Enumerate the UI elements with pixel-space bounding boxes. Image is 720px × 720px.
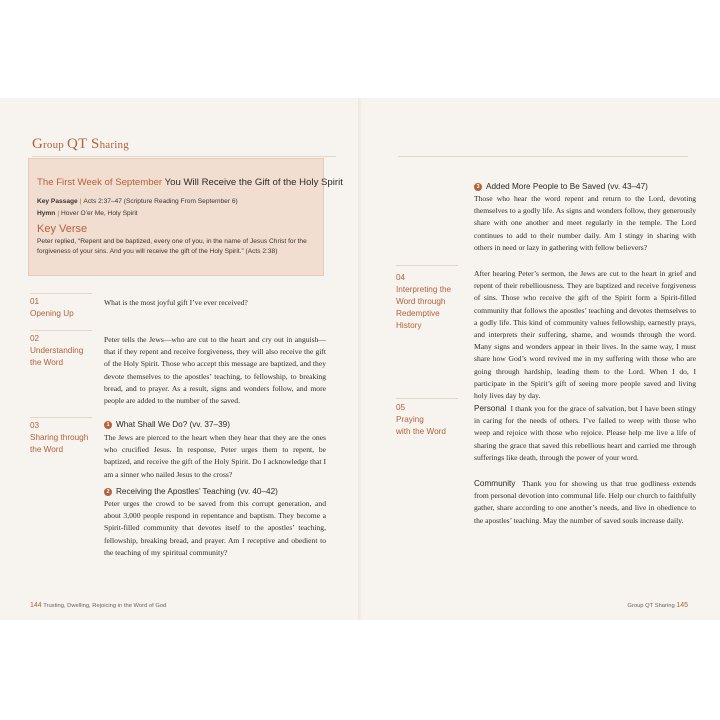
- brand-letters-qt: QT: [66, 136, 88, 152]
- header-rule-right: [398, 156, 688, 157]
- section-title-line: Understanding: [30, 346, 84, 355]
- week-label: The First Week of September: [37, 177, 163, 188]
- lesson-title: You Will Receive the Gift of the Holy Spirit: [164, 177, 343, 188]
- personal-prayer: [474, 403, 696, 464]
- section-title-line: Redemptive: [396, 309, 440, 318]
- section-number: 04: [396, 273, 406, 282]
- intro-box: [28, 158, 343, 276]
- section-title-line: the Word: [30, 445, 64, 454]
- community-label: Community: [474, 479, 516, 488]
- section-title-line: Interpreting the: [396, 285, 452, 294]
- opening-question: What is the most joyful gift I’ve ever received?: [104, 298, 248, 307]
- section-label-02: [30, 333, 83, 369]
- brand-letter-g: G: [32, 136, 44, 152]
- page-number-right: 145: [676, 602, 688, 609]
- brand-word-roup: roup: [43, 139, 67, 151]
- section-title-line: with the Word: [396, 427, 446, 436]
- key-verse-text: Peter replied, “Repent and be baptized, every one of you, in the name of Jesus Christ for the forgiveness of your sins. And you will receive the gift of the Holy Spirit.” (Acts 2:38): [37, 238, 307, 255]
- header-rule-left: [32, 156, 336, 157]
- section-number: 03: [30, 421, 40, 430]
- passage-label: Key Passage: [37, 198, 78, 205]
- question-3-number: 3: [474, 183, 482, 191]
- intro-meta: Key Passage | Acts 2:37–47 (Scripture Reading From September 6) Hymn | Hover O’er Me, Holy Spirit: [37, 198, 238, 217]
- footer-right: [627, 602, 688, 609]
- section-title-line: History: [396, 321, 422, 330]
- intro-title: [37, 177, 343, 188]
- key-verse-heading: Key Verse: [37, 223, 88, 235]
- question-2-text: Peter urges the crowd to be saved from this corrupt generation, and about 3,000 people respond in repentance and baptism. They become a Spirit-filled community that devotes itself to the apostles’ teaching, fellowship, breaking bread, and prayer. Am I receptive and obedient to the teaching of my spiritual community?: [104, 499, 326, 557]
- question-2-number: 2: [104, 488, 112, 496]
- question-2-title: Receiving the Apostles’ Teaching (vv. 40–42): [116, 487, 278, 496]
- running-footer-left: Trusting, Dwelling, Rejoicing in the Word of God: [43, 603, 167, 609]
- question-1-text: The Jews are pierced to the heart when they hear that they are the ones who crucified Jesus. In response, Peter urges them to repent, be baptized, and receive the gift of the Holy Spirit. Do I acknowledge that I am a sinner who nailed Jesus to the cross?: [104, 433, 326, 479]
- brand-letter-s: S: [87, 136, 100, 152]
- section-number: 05: [396, 403, 406, 412]
- section-number: 02: [30, 334, 40, 343]
- section-rule-01: [30, 293, 92, 294]
- section-title-line: Sharing through: [30, 433, 89, 442]
- section-label-05: [396, 402, 446, 438]
- section-label-04: [396, 272, 451, 332]
- question-1-title: What Shall We Do? (vv. 37–39): [116, 420, 230, 429]
- section-rule-02: [30, 330, 92, 331]
- personal-text: I thank you for the grace of salvation, but I have been stingy in caring for the needs of others. I’ve failed to weep with those who weep and rejoice with those who rejoice. Please help me live a life of sharing the grace that saved this rebellious heart and carried me through sufferings like death, through the power of your word.: [474, 404, 696, 462]
- page-number-left: 144: [30, 602, 42, 609]
- understanding-text: Peter tells the Jews—who are cut to the heart and cry out in anguish—that if they repent and receive forgiveness, they will also receive the gift of the Holy Spirit. Those who accept this message are baptized, and they devote themselves to the apostles’ teaching, to fellowship, to breaking bread, and to prayer. As a result, signs and wonders follow, and more people are added to the number of the saved.: [104, 335, 326, 406]
- question-1-number: 1: [104, 421, 112, 429]
- community-prayer: [474, 478, 696, 527]
- question-3-title: Added More People to Be Saved (vv. 43–47): [486, 182, 648, 191]
- section-title-line: Word through: [396, 297, 446, 306]
- brand-word-haring: haring: [99, 139, 129, 151]
- section-title-line: Praying: [396, 415, 424, 424]
- question-1-heading: [104, 420, 230, 429]
- personal-label: Personal: [474, 404, 507, 413]
- section-rule-03: [30, 417, 92, 418]
- brand-title: [32, 136, 129, 153]
- section-number: 01: [30, 297, 40, 306]
- community-text: Thank you for showing us that true godliness extends from personal devotion into communal life. Help our church to faithfully gather, share according to one another’s needs, and live in obedience to the apostles’ teaching. May the number of saved souls increase daily.: [474, 479, 696, 525]
- book-gutter: [358, 98, 362, 620]
- section-label-01: [30, 296, 74, 320]
- question-3-heading: [474, 182, 648, 191]
- section-label-03: [30, 420, 88, 456]
- question-3-text: Those who hear the word repent and return to the Lord, devoting themselves to a godly life. As signs and wonders follow, they generously share with one another and meet regularly in the temple. The Lord continues to add to their number daily. Am I stingy in sharing with others in need or lazy in gathering with fellow believers?: [474, 194, 696, 252]
- hymn-value: Hover O’er Me, Holy Spirit: [61, 209, 138, 217]
- section-title: Opening Up: [30, 309, 74, 318]
- section-title-line: the Word: [30, 358, 64, 367]
- passage-value: Acts 2:37–47 (Scripture Reading From September 6): [83, 198, 238, 205]
- question-2-heading: [104, 487, 278, 496]
- running-footer-right: Group QT Sharing: [627, 603, 675, 609]
- section-rule-04: [396, 265, 458, 266]
- hymn-label: Hymn: [37, 209, 56, 217]
- footer-left: [30, 602, 166, 609]
- redemptive-history-text: After hearing Peter’s sermon, the Jews are cut to the heart in grief and repent of their rebelliousness. They are baptized and receive forgiveness of sins. Those who receive the gift of the Spirit form a Spirit-filled community that follows the apostles’ teaching and devotes themselves to a godly life. This kind of community values fellowship, earnestly prays, and interprets their suffering, shame, and wounds through the word. Many signs and wonders appear in their lives. In the same way, I must share how God’s word revived me in my suffering with those who are going through hardship, leading them to the Lord. When I do, I participate in the Spirit’s gift of seeing more people saved and living holy lives day by day.: [474, 269, 696, 401]
- section-rule-05: [396, 398, 458, 399]
